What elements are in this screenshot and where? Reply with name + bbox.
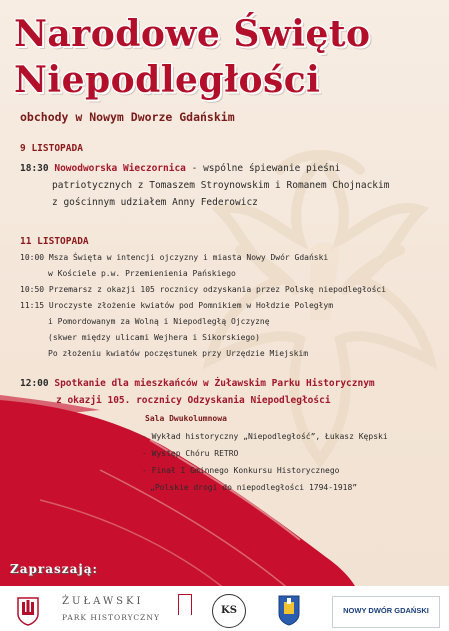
park-logo-bottom: PARK HISTORYCZNY xyxy=(62,613,160,622)
event-desc-line-2: patriotycznych z Tomaszem Stroynowskim i Romanem Chojnackim xyxy=(52,180,390,191)
program-item: „Polskie drogi do niepodległości 1794-1918” xyxy=(150,483,358,492)
meeting-line-1 xyxy=(20,378,375,389)
meeting-title: Spotkanie dla mieszkańców w Żuławskim Parku Historycznym xyxy=(54,378,375,389)
park-logo-top: ŻUŁAWSKI xyxy=(62,596,144,607)
event-time: 18:30 xyxy=(20,163,49,174)
ks-logo-text: KS xyxy=(221,605,237,616)
program-item: - Występ Chóru RETRO xyxy=(142,449,239,458)
program-item: - Wykład historyczny „Niepodległość”, Łukasz Kępski xyxy=(142,432,388,441)
event-desc-line-3: z gościnnym udziałem Anny Federowicz xyxy=(52,197,258,208)
title-line-2: Niepodległości xyxy=(14,59,321,101)
schedule-item: Po złożeniu kwiatów poczęstunek przy Urzędzie Miejskim xyxy=(48,349,309,358)
event-title: Nowodworska Wieczornica xyxy=(54,163,186,174)
event-desc: - wspólne śpiewanie pieśni xyxy=(185,163,341,174)
title-line-1: Narodowe Święto xyxy=(14,13,371,55)
meeting-time: 12:00 xyxy=(20,378,49,389)
schedule-item: w Kościele p.w. Przemienienia Pańskiego xyxy=(48,269,236,278)
event-wieczornica xyxy=(20,163,340,174)
gmina-crest-icon xyxy=(277,594,301,626)
meeting-line-2: z okazji 105. rocznicy Odzyskania Niepodległości xyxy=(56,395,331,406)
park-logo-bracket xyxy=(178,594,192,615)
schedule-item: 10:50 Przemarsz z okazji 105 rocznicy odzyskania przez Polskę niepodległości xyxy=(20,285,387,294)
ndg-logo xyxy=(332,596,440,628)
sponsor-logos xyxy=(0,586,449,631)
hall-name: Sala Dwukolumnowa xyxy=(145,414,227,423)
program-item: - Finał I Gminnego Konkursu Historycznego xyxy=(142,466,340,475)
date-9-november: 9 LISTOPADA xyxy=(20,143,83,154)
coat-of-arms-icon xyxy=(16,596,40,626)
date-11-november: 11 LISTOPADA xyxy=(20,236,89,247)
schedule-item: 11:15 Uroczyste złożenie kwiatów pod Pomnikiem w Hołdzie Poległym xyxy=(20,301,334,310)
schedule-item: (skwer między ulicami Wejhera i Sikorskiego) xyxy=(48,333,260,342)
ndg-logo-text: NOWY DWÓR GDAŃSKI xyxy=(343,606,429,615)
schedule-item: 10:00 Msza Święta w intencji ojczyzny i miasta Nowy Dwór Gdański xyxy=(20,253,329,262)
invite-label: Zapraszają: xyxy=(10,562,98,576)
park-logo xyxy=(62,596,182,622)
schedule-item: i Pomordowanym za Wolną i Niepodległą Ojczyznę xyxy=(48,317,270,326)
subtitle: obchody w Nowym Dworze Gdańskim xyxy=(20,110,235,124)
ks-logo xyxy=(212,594,246,628)
